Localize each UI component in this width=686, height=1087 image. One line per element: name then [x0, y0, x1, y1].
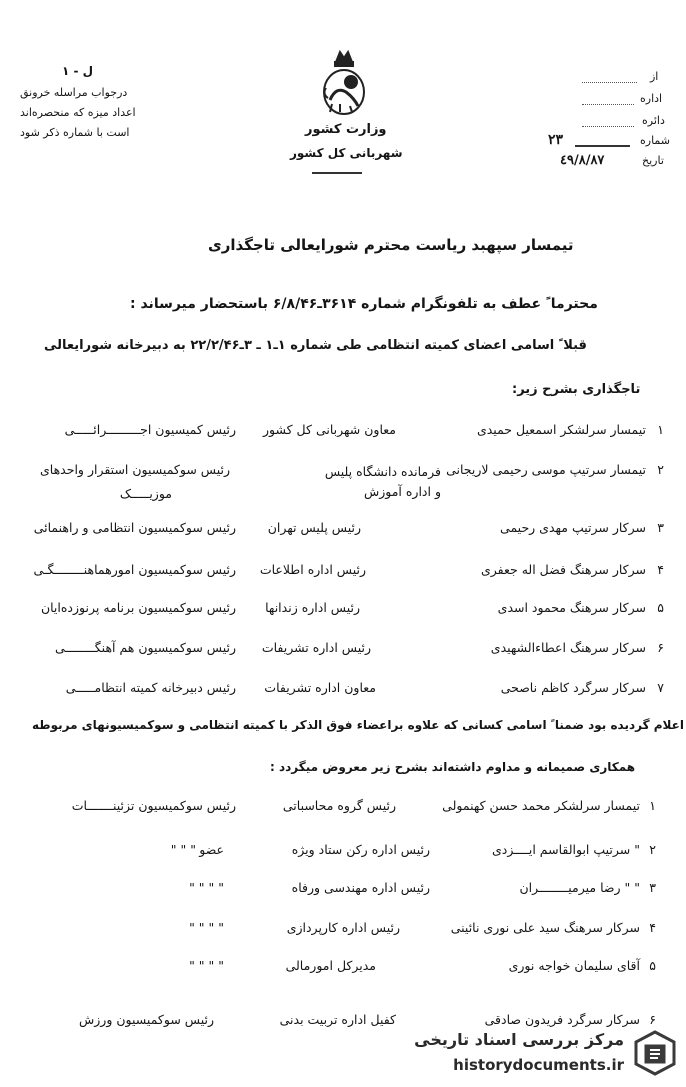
- department-name: شهربانی کل کشور: [290, 146, 403, 160]
- collaborator-row: [0, 958, 686, 982]
- member-post: رئیس اداره تشریفات: [261, 640, 371, 655]
- member-row: [0, 640, 686, 664]
- member-post: رئیس پلیس تهران: [267, 520, 361, 535]
- collaborator-post: رئیس اداره کارپردازی: [286, 920, 400, 935]
- member-number: ۴: [657, 562, 664, 577]
- watermark-title: مرکز بررسی اسناد تاریخی: [414, 1030, 624, 1049]
- member-post: فرمانده دانشگاه پلیس و اداره آموزش: [324, 464, 441, 499]
- member-name: سرکار سرهنگ اعطاءالشهیدی: [490, 640, 646, 655]
- collaborator-role: رئیس سوکمیسیون تزئینـــــــات: [71, 798, 236, 813]
- collaborator-number: ۳: [649, 880, 656, 895]
- member-number: ۱: [657, 422, 664, 437]
- member-row: [0, 462, 686, 501]
- collaborator-role: رئیس سوکمیسیون ورزش: [79, 1012, 214, 1027]
- archive-watermark: [404, 1022, 684, 1084]
- reply-note-line-2: اعداد میزه که منحصره‌اند: [20, 106, 136, 119]
- collaborator-row: [0, 880, 686, 904]
- member-committee: رئیس دبیرخانه کمیته انتظامـــــی: [65, 680, 236, 695]
- lion-and-sun-emblem-icon: [318, 48, 370, 120]
- collaborator-name: آقای سلیمان خواجه نوری: [508, 958, 640, 973]
- number-label: شماره: [640, 134, 671, 147]
- member-number: ۵: [657, 600, 664, 615]
- addressee: تیمسار سپهبد ریاست محترم شورایعالی تاجگذاری: [208, 236, 574, 254]
- body-line-2: قبلا ً اسامی اعضای کمیته انتظامی طی شماره ۱ـ۱ ـ ۳ـ۲۲/۲/۴۶ به دبیرخانه شورایعالی: [44, 338, 587, 353]
- member-name: سرکار سرتیپ مهدی رحیمی: [500, 520, 646, 535]
- collaborator-name: " " رضا میرمیــــــــران: [519, 880, 640, 895]
- member-post: معاون اداره تشریفات: [264, 680, 376, 695]
- member-number: ۲: [657, 462, 664, 477]
- office-field-line: [582, 104, 634, 105]
- section-label: دائره: [642, 114, 665, 127]
- collaborator-ditto: " " " ": [189, 958, 224, 973]
- member-name: سرکار سرهنگ فضل اله جعفری: [480, 562, 646, 577]
- body2-line-1: اعلام گردیده بود ضمنا ً اسامی کسانی که علاوه براعضاء فوق الذکر با کمیته انتظامی و سوکمیسیونهای مربوطه: [32, 718, 684, 732]
- date-label: تاریخ: [642, 154, 664, 167]
- member-number: ۶: [657, 640, 664, 655]
- office-label: اداره: [640, 92, 663, 105]
- collaborator-name: سرکار سرگرد فریدون صادقی: [484, 1012, 640, 1027]
- member-committee: رئیس سوکمیسیون استقرار واحدهای: [39, 462, 230, 477]
- member-committee: رئیس سوکمیسیون امورهماهنــــــــگـی: [33, 562, 236, 577]
- ministry-name: وزارت کشور: [305, 122, 387, 137]
- member-committee-extra: موزیـــــک: [119, 486, 172, 501]
- collaborator-post: مدیرکل امورمالی: [285, 958, 376, 973]
- member-number: ۳: [657, 520, 664, 535]
- collaborator-row: [0, 798, 686, 822]
- member-row: [0, 422, 686, 446]
- member-name: سرکار سرهنگ محمود اسدی: [497, 600, 646, 615]
- member-name: تیمسار سرتیپ موسی رحیمی لاریجانی: [446, 462, 646, 477]
- from-label: از: [650, 70, 659, 83]
- collaborator-post: کفیل اداره تربیت بدنی: [279, 1012, 396, 1027]
- member-number: ۷: [657, 680, 664, 695]
- member-row: [0, 520, 686, 544]
- header-divider: [312, 172, 362, 174]
- collaborator-ditto: " " " ": [189, 920, 224, 935]
- member-name: تیمسار سرلشکر اسمعیل حمیدی: [476, 422, 646, 437]
- collaborator-name: سرکار سرهنگ سید علی نوری نائینی: [450, 920, 640, 935]
- member-post: معاون شهربانی کل کشور: [262, 422, 396, 437]
- collaborator-row: [0, 920, 686, 944]
- collaborator-ditto: " " ": [170, 842, 196, 857]
- section-field-line: [582, 126, 634, 127]
- date-value: ٤٩/٨/٨٧: [560, 153, 605, 168]
- collaborator-role: عضو: [199, 842, 224, 857]
- number-field-line: [575, 145, 630, 147]
- member-row: [0, 680, 686, 704]
- number-value: ٢٣: [548, 132, 564, 148]
- member-committee: رئیس کمیسیون اجـــــــــرائـــــی: [64, 422, 236, 437]
- member-committee: رئیس سوکمیسیون هم آهنگــــــــی: [55, 640, 236, 655]
- collaborator-number: ۶: [649, 1012, 656, 1027]
- reference-code: ل - ١: [62, 64, 94, 78]
- collaborator-post: رئیس اداره رکن ستاد ویژه: [291, 842, 430, 857]
- collaborator-name: تیمسار سرلشکر محمد حسن کهنمولی: [442, 798, 640, 813]
- member-row: [0, 562, 686, 586]
- collaborator-number: ۴: [649, 920, 656, 935]
- collaborator-ditto: " " " ": [189, 880, 224, 895]
- member-post: رئیس اداره اطلاعات: [259, 562, 366, 577]
- member-committee: رئیس سوکمیسیون انتظامی و راهنمائی: [33, 520, 236, 535]
- reply-note-line-1: درجواب مراسله خرونق: [20, 86, 128, 99]
- collaborator-number: ۵: [649, 958, 656, 973]
- member-committee: رئیس سوکمیسیون برنامه پرنوزده‌ایان: [40, 600, 236, 615]
- member-row: [0, 600, 686, 624]
- reply-note-line-3: است با شماره ذکر شود: [20, 126, 130, 139]
- collaborator-number: ۱: [649, 798, 656, 813]
- member-post: رئیس اداره زندانها: [265, 600, 360, 615]
- archive-logo-icon: [630, 1028, 680, 1078]
- collaborator-post: رئیس گروه محاسباتی: [282, 798, 396, 813]
- collaborator-name: " سرتیپ ابوالقاسم ایــــزدی: [491, 842, 640, 857]
- watermark-url: historydocuments.ir: [453, 1056, 624, 1074]
- collaborator-post: رئیس اداره مهندسی ورفاه: [291, 880, 430, 895]
- body2-line-2: همکاری صمیمانه و مداوم داشته‌اند بشرح زیر معروض میگردد :: [270, 760, 636, 774]
- from-field-line: [582, 82, 637, 83]
- body-line-1: محترما ً عطف به تلفونگرام شماره ۳۶۱۴ـ۶/۸/۴۶ باستحضار میرساند :: [130, 296, 598, 312]
- collaborator-number: ۲: [649, 842, 656, 857]
- member-name: سرکار سرگرد کاظم ناصحی: [500, 680, 646, 695]
- collaborator-row: [0, 842, 686, 866]
- body-line-3: تاجگذاری بشرح زیر:: [512, 382, 641, 397]
